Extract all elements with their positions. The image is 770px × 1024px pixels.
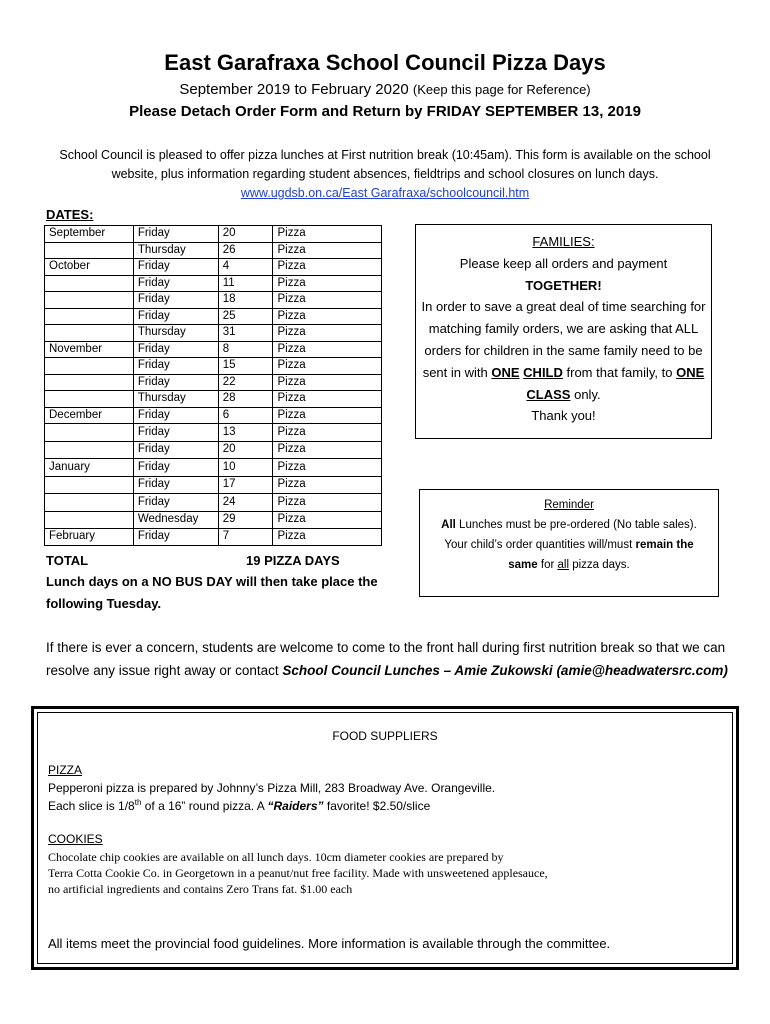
date-month xyxy=(45,391,134,408)
reminder-remain-the: remain the xyxy=(635,539,694,551)
reminder-box xyxy=(419,489,719,597)
families-one-class: ONE CLASS xyxy=(526,364,705,402)
date-weekday: Friday xyxy=(133,259,218,276)
reminder-line1-rest: Lunches must be pre-ordered (No table sales). xyxy=(459,519,697,531)
date-weekday: Friday xyxy=(133,358,218,375)
date-weekday: Wednesday xyxy=(133,511,218,529)
date-month: December xyxy=(45,407,134,424)
date-weekday: Friday xyxy=(133,226,218,243)
date-day: 26 xyxy=(218,242,273,259)
date-day: 4 xyxy=(218,259,273,276)
cookies-line3: no artificial ingredients and contains Zero Trans fat. $1.00 each xyxy=(48,882,353,896)
date-item: Pizza xyxy=(273,226,382,243)
date-day: 28 xyxy=(218,391,273,408)
date-item: Pizza xyxy=(273,476,382,494)
pizza-line2-b: of a 16” round pizza. A xyxy=(144,799,265,813)
date-day: 15 xyxy=(218,358,273,375)
concern-paragraph xyxy=(46,636,736,682)
date-month xyxy=(45,424,134,442)
date-row xyxy=(45,275,382,292)
date-day: 20 xyxy=(218,226,273,243)
date-weekday: Friday xyxy=(133,424,218,442)
pizza-line2 xyxy=(48,798,430,813)
families-child: CHILD xyxy=(523,364,563,380)
families-one: ONE xyxy=(491,364,520,380)
families-text-b: from that family, to xyxy=(566,364,673,380)
date-month xyxy=(45,494,134,512)
date-weekday: Friday xyxy=(133,459,218,477)
reminder-all2: all xyxy=(557,559,570,571)
contact-info: School Council Lunches – Amie Zukowski (amie@headwatersrc.com) xyxy=(282,663,728,678)
raiders-text: “Raiders” xyxy=(267,799,324,813)
page-subtitle xyxy=(0,81,770,98)
date-item: Pizza xyxy=(273,407,382,424)
reminder-line1 xyxy=(420,515,718,535)
families-line1: Please keep all orders and payment xyxy=(459,255,668,271)
date-row xyxy=(45,441,382,459)
intro-text: School Council is pleased to offer pizza lunches at First nutrition break (10:45am). This form is available on the school website, plus information regarding student absences, fieldtrips and school closures on lunch days. xyxy=(59,148,711,181)
date-month xyxy=(45,358,134,375)
date-weekday: Friday xyxy=(133,476,218,494)
date-weekday: Friday xyxy=(133,494,218,512)
date-item: Pizza xyxy=(273,275,382,292)
date-month xyxy=(45,374,134,391)
families-text-a: In order to save a great deal of time searching for matching family orders, we are asking that ALL orders for children in the same family need to be sent in with xyxy=(421,299,706,380)
date-item: Pizza xyxy=(273,459,382,477)
cookies-line2: Terra Cotta Cookie Co. in Georgetown in a peanut/nut free facility. Made with unsweetened applesauce, xyxy=(48,866,548,880)
reminder-for: for xyxy=(540,559,555,571)
date-day: 24 xyxy=(218,494,273,512)
subtitle-note: (Keep this page for Reference) xyxy=(412,82,591,97)
date-item: Pizza xyxy=(273,529,382,546)
date-row xyxy=(45,494,382,512)
reminder-pizza-days: pizza days. xyxy=(572,559,630,571)
date-item: Pizza xyxy=(273,441,382,459)
date-month: November xyxy=(45,341,134,358)
pizza-line1: Pepperoni pizza is prepared by Johnny’s Pizza Mill, 283 Broadway Ave. Orangeville. xyxy=(48,781,496,795)
date-day: 11 xyxy=(218,275,273,292)
families-body xyxy=(416,296,711,405)
date-day: 31 xyxy=(218,325,273,342)
pizza-line2-sup: th xyxy=(134,798,142,807)
date-weekday: Thursday xyxy=(133,242,218,259)
families-heading: FAMILIES: xyxy=(532,234,595,249)
cookies-line1: Chocolate chip cookies are available on all lunch days. 10cm diameter cookies are prepared by xyxy=(48,850,504,864)
reminder-all: All xyxy=(441,519,456,531)
date-weekday: Friday xyxy=(133,341,218,358)
date-weekday: Friday xyxy=(133,529,218,546)
date-day: 7 xyxy=(218,529,273,546)
date-row xyxy=(45,391,382,408)
date-item: Pizza xyxy=(273,494,382,512)
food-guidelines-note: All items meet the provincial food guidelines. More information is available through the committee. xyxy=(48,936,611,951)
date-day: 20 xyxy=(218,441,273,459)
pizza-heading: PIZZA xyxy=(48,763,83,777)
no-bus-day-note: Lunch days on a NO BUS DAY will then take place the following Tuesday. xyxy=(46,574,378,611)
date-day: 25 xyxy=(218,308,273,325)
date-row xyxy=(45,407,382,424)
total-label: TOTAL xyxy=(46,553,89,568)
date-item: Pizza xyxy=(273,358,382,375)
date-item: Pizza xyxy=(273,242,382,259)
food-suppliers-title: FOOD SUPPLIERS xyxy=(332,729,438,743)
detach-instruction: Please Detach Order Form and Return by FRIDAY SEPTEMBER 13, 2019 xyxy=(129,103,641,120)
date-month xyxy=(45,308,134,325)
dates-heading: DATES: xyxy=(46,207,94,222)
food-suppliers-inner xyxy=(37,712,733,964)
dates-table xyxy=(44,225,382,546)
date-day: 6 xyxy=(218,407,273,424)
date-day: 8 xyxy=(218,341,273,358)
date-month: September xyxy=(45,226,134,243)
date-month xyxy=(45,292,134,309)
date-item: Pizza xyxy=(273,259,382,276)
date-weekday: Friday xyxy=(133,374,218,391)
date-item: Pizza xyxy=(273,391,382,408)
intro-paragraph xyxy=(50,146,720,203)
date-month xyxy=(45,476,134,494)
pizza-line2-a: Each slice is 1/8 xyxy=(48,799,135,813)
date-row xyxy=(45,308,382,325)
date-row xyxy=(45,341,382,358)
date-weekday: Friday xyxy=(133,308,218,325)
date-row xyxy=(45,242,382,259)
date-day: 17 xyxy=(218,476,273,494)
date-day: 13 xyxy=(218,424,273,442)
date-month xyxy=(45,441,134,459)
families-notice-box xyxy=(415,224,712,439)
school-council-link[interactable]: www.ugdsb.on.ca/East Garafraxa/schoolcouncil.htm xyxy=(240,186,530,200)
reminder-heading: Reminder xyxy=(544,499,594,511)
food-suppliers-box xyxy=(31,706,739,970)
date-item: Pizza xyxy=(273,341,382,358)
date-item: Pizza xyxy=(273,325,382,342)
date-row xyxy=(45,226,382,243)
families-together: TOGETHER! xyxy=(525,277,602,293)
total-value: 19 PIZZA DAYS xyxy=(246,553,340,568)
reminder-same: same xyxy=(508,559,538,571)
date-item: Pizza xyxy=(273,511,382,529)
page-title: East Garafraxa School Council Pizza Days xyxy=(164,50,606,75)
date-row xyxy=(45,259,382,276)
date-weekday: Friday xyxy=(133,292,218,309)
date-row xyxy=(45,424,382,442)
date-row xyxy=(45,358,382,375)
date-row xyxy=(45,374,382,391)
date-item: Pizza xyxy=(273,374,382,391)
date-item: Pizza xyxy=(273,308,382,325)
date-row xyxy=(45,476,382,494)
date-weekday: Thursday xyxy=(133,391,218,408)
date-weekday: Friday xyxy=(133,407,218,424)
date-month xyxy=(45,242,134,259)
families-text-c: only. xyxy=(574,386,601,402)
reminder-line3 xyxy=(420,555,718,575)
date-day: 18 xyxy=(218,292,273,309)
families-thanks: Thank you! xyxy=(531,408,596,424)
date-month: January xyxy=(45,459,134,477)
date-month xyxy=(45,325,134,342)
date-day: 22 xyxy=(218,374,273,391)
concern-text: If there is ever a concern, students are welcome to come to the front hall during first nutrition break so that we can resolve any issue right away or contact xyxy=(46,640,726,678)
date-month: February xyxy=(45,529,134,546)
date-day: 10 xyxy=(218,459,273,477)
reminder-line2-a: Your child’s order quantities will/must xyxy=(444,539,633,551)
date-row xyxy=(45,511,382,529)
date-day: 29 xyxy=(218,511,273,529)
date-item: Pizza xyxy=(273,424,382,442)
date-row xyxy=(45,529,382,546)
subtitle-range: September 2019 to February 2020 xyxy=(179,81,409,98)
date-row xyxy=(45,325,382,342)
date-month xyxy=(45,275,134,292)
pizza-line2-c: favorite! $2.50/slice xyxy=(326,799,431,813)
cookies-heading: COOKIES xyxy=(48,832,103,846)
date-month: October xyxy=(45,259,134,276)
date-row xyxy=(45,459,382,477)
reminder-line2 xyxy=(420,535,718,555)
date-item: Pizza xyxy=(273,292,382,309)
date-row xyxy=(45,292,382,309)
date-weekday: Thursday xyxy=(133,325,218,342)
date-month xyxy=(45,511,134,529)
date-weekday: Friday xyxy=(133,441,218,459)
date-weekday: Friday xyxy=(133,275,218,292)
